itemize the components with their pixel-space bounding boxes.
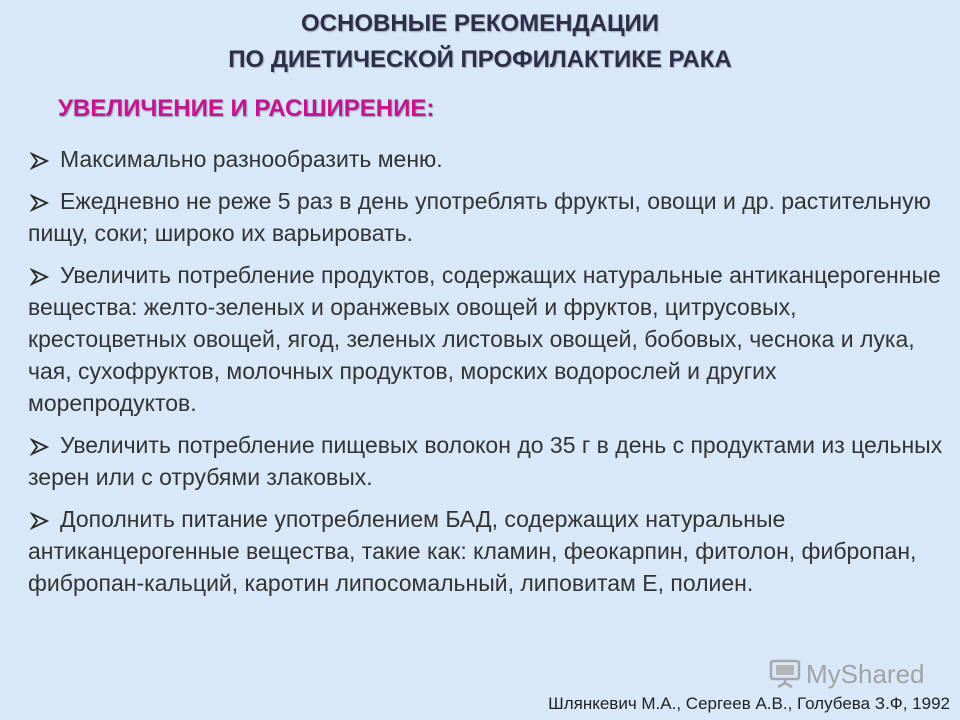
list-item-text: Ежедневно не реже 5 раз в день употреблять фрукты, овощи и др. растительную пищу, соки; широко их варьировать. xyxy=(28,188,931,246)
section-subtitle: УВЕЛИЧЕНИЕ И РАСШИРЕНИЕ: xyxy=(58,95,435,122)
watermark xyxy=(768,656,925,692)
presentation-icon xyxy=(768,659,802,689)
list-item xyxy=(28,259,948,419)
arrow-bullet-icon xyxy=(30,149,52,167)
arrow-bullet-icon xyxy=(30,265,52,283)
list-item-text: Увеличить потребление продуктов, содержащих натуральные антиканцерогенные вещества: желто-зеленых и оранжевых овощей и фруктов, цитрусовых, крестоцветных овощей, ягод, зеленых листовых овощей, бобовых, чеснока и лука, чая, сухофруктов, молочных продуктов, морских водорослей и других морепродуктов. xyxy=(28,262,941,416)
watermark-text: MyShared xyxy=(806,658,925,689)
arrow-bullet-icon xyxy=(30,191,52,209)
list-item xyxy=(28,429,948,493)
list-item xyxy=(28,185,948,249)
slide-title xyxy=(0,6,960,78)
list-item-text: Дополнить питание употреблением БАД, содержащих натуральные антиканцерогенные вещества, такие как: кламин, феокарпин, фитолон, фибропан, фибропан-кальций, каротин липосомальный, липовитам Е, полиен. xyxy=(28,506,917,596)
slide-title-line-1: ОСНОВНЫЕ РЕКОМЕНДАЦИИ xyxy=(301,10,659,37)
arrow-bullet-icon xyxy=(30,435,52,453)
list-item-text: Максимально разнообразить меню. xyxy=(60,146,443,172)
recommendation-list xyxy=(28,143,948,609)
arrow-bullet-icon xyxy=(30,509,52,527)
list-item xyxy=(28,143,948,175)
list-item-text: Увеличить потребление пищевых волокон до 35 г в день с продуктами из цельных зерен или с отрубями злаковых. xyxy=(28,432,943,490)
slide-title-line-2: ПО ДИЕТИЧЕСКОЙ ПРОФИЛАКТИКЕ РАКА xyxy=(228,46,732,73)
footer-citation: Шлянкевич М.А., Сергеев А.В., Голубева З.Ф, 1992 xyxy=(548,694,950,713)
list-item xyxy=(28,503,948,599)
